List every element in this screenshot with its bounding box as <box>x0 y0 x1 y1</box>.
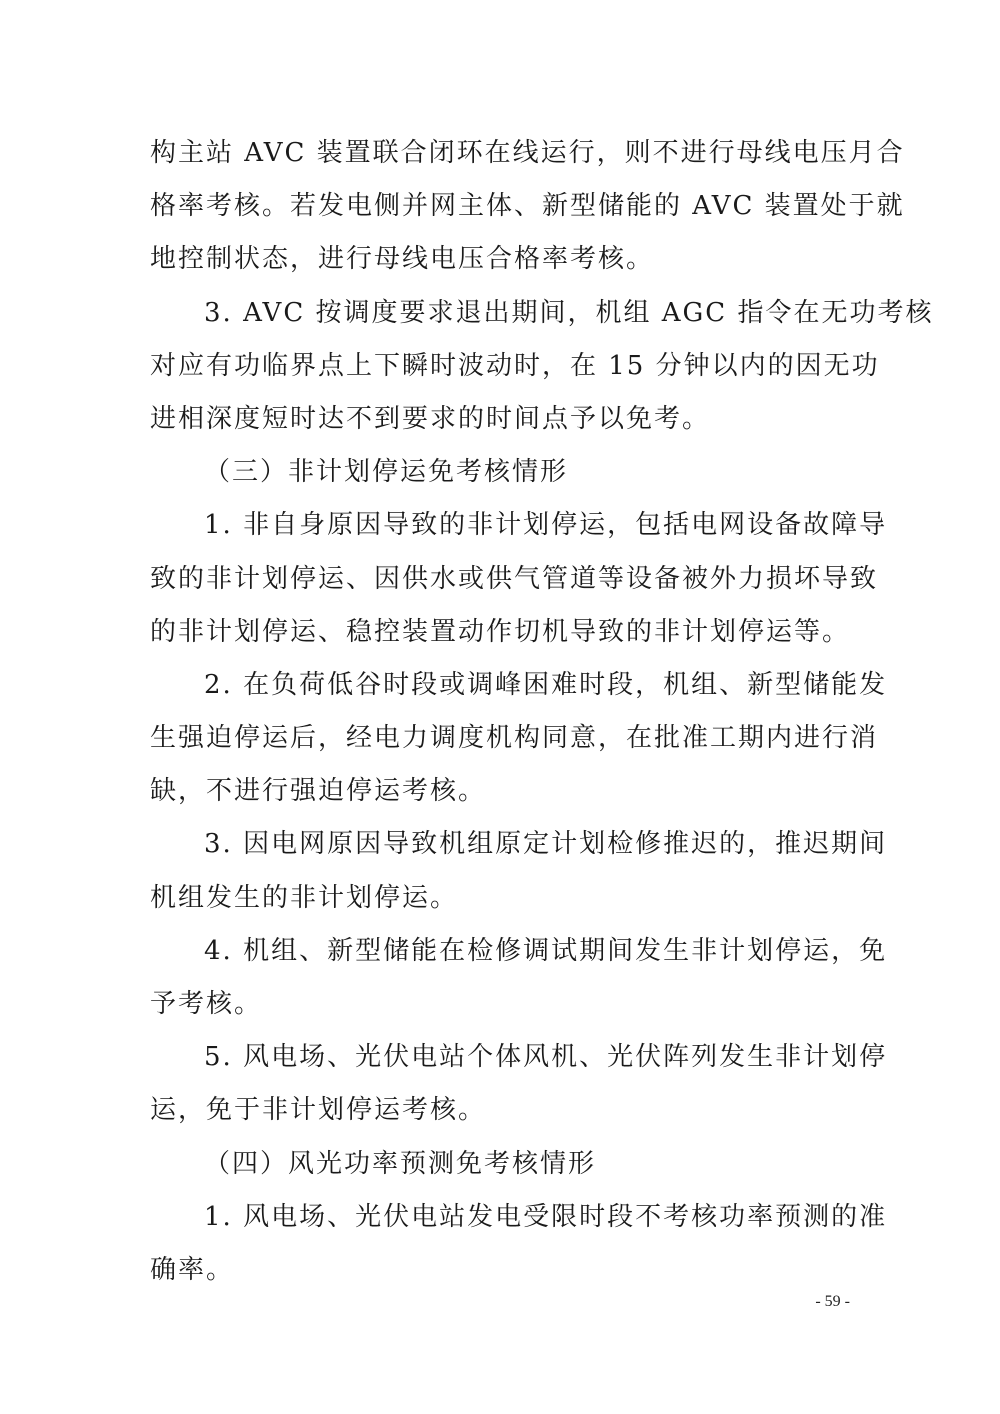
paragraph-start-line: 5. 风电场、光伏电站个体风机、光伏阵列发生非计划停 <box>204 1042 888 1073</box>
text-line: 缺，不进行强迫停运考核。 <box>150 776 487 807</box>
section-heading-3: （三）非计划停运免考核情形 <box>204 457 569 488</box>
text-line: 格率考核。若发电侧并网主体、新型储能的 AVC 装置处于就 <box>150 191 905 222</box>
text-line: 机组发生的非计划停运。 <box>150 882 459 913</box>
paragraph-start-line: 2. 在负荷低谷时段或调峰困难时段，机组、新型储能发 <box>204 669 888 700</box>
body-text <box>150 127 934 1297</box>
paragraph-start-line: 4. 机组、新型储能在检修调试期间发生非计划停运，免 <box>204 935 888 966</box>
paragraph-start-line: 1. 非自身原因导致的非计划停运，包括电网设备故障导 <box>204 510 888 541</box>
text-line: 进相深度短时达不到要求的时间点予以免考。 <box>150 403 711 434</box>
text-line: 对应有功临界点上下瞬时波动时，在 15 分钟以内的因无功 <box>150 350 880 381</box>
text-line: 地控制状态，进行母线电压合格率考核。 <box>150 244 655 275</box>
paragraph-start-line: 1. 风电场、光伏电站发电受限时段不考核功率预测的准 <box>204 1201 888 1232</box>
text-line: 生强迫停运后，经电力调度机构同意，在批准工期内进行消 <box>150 723 879 754</box>
text-line: 予考核。 <box>150 989 263 1019</box>
paragraph-start-line: 3. 因电网原因导致机组原定计划检修推迟的，推迟期间 <box>204 829 888 860</box>
section-heading-4: （四）风光功率预测免考核情形 <box>204 1148 597 1179</box>
text-line: 的非计划停运、稳控装置动作切机导致的非计划停运等。 <box>150 616 851 647</box>
page-number: - 59 - <box>815 1293 850 1310</box>
paragraph-start-line: 3. AVC 按调度要求退出期间，机组 AGC 指令在无功考核 <box>204 297 934 328</box>
text-line: 运，免于非计划停运考核。 <box>150 1095 487 1126</box>
text-line: 构主站 AVC 装置联合闭环在线运行，则不进行母线电压月合 <box>150 138 905 168</box>
text-line: 确率。 <box>150 1254 235 1285</box>
text-line: 致的非计划停运、因供水或供气管道等设备被外力损坏导致 <box>150 563 879 594</box>
